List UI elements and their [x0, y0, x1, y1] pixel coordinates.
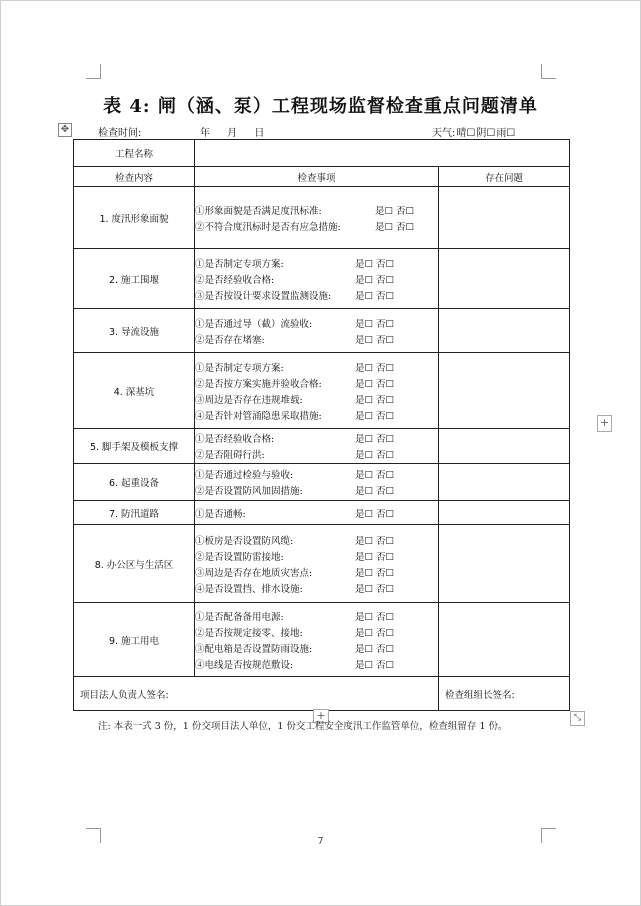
check-item-text: ①是否经验收合格:: [195, 434, 275, 445]
yes-no-checkbox[interactable]: 是☐ 否☐: [355, 450, 395, 461]
weather-label: 天气:: [432, 128, 456, 139]
check-items-cell: [195, 353, 439, 429]
check-item: [195, 255, 438, 271]
add-column-icon[interactable]: +: [597, 415, 612, 432]
table-row: [74, 464, 570, 501]
project-name-cell[interactable]: [195, 140, 570, 167]
check-items-cell: [195, 187, 439, 249]
issues-cell[interactable]: [439, 464, 570, 501]
check-item-text: ①是否通过导（截）流验收:: [195, 318, 313, 330]
table-row: [74, 603, 570, 677]
header-content: 检查内容: [74, 167, 195, 187]
add-row-icon[interactable]: +: [313, 709, 329, 723]
signature-inspection-leader[interactable]: 检查组组长签名:: [439, 677, 570, 711]
signature-project-owner[interactable]: 项目法人负责人签名:: [74, 677, 439, 711]
yes-no-checkbox[interactable]: 是☐ 否☐: [355, 551, 395, 563]
page-number: 7: [317, 836, 324, 847]
check-item: [195, 315, 438, 331]
check-items-cell: [195, 309, 439, 353]
check-item-text: ②是否按方案实施并验收合格:: [195, 378, 322, 390]
check-item-text: ②是否按规定接零、接地:: [195, 627, 303, 639]
check-content-cell: 4. 深基坑: [74, 353, 195, 429]
check-item-text: ①是否通过检验与验收:: [195, 470, 294, 481]
check-item: [195, 624, 438, 640]
check-item-text: ①是否配备备用电源:: [195, 611, 284, 623]
table-row: [74, 429, 570, 464]
yes-no-checkbox[interactable]: 是☐ 否☐: [355, 434, 395, 445]
yes-no-checkbox[interactable]: 是☐ 否☐: [375, 221, 415, 233]
yes-no-checkbox[interactable]: 是☐ 否☐: [355, 378, 395, 390]
check-item: [195, 287, 438, 303]
check-items-cell: [195, 249, 439, 309]
check-item-text: ④是否针对管涌隐患采取措施:: [195, 410, 322, 422]
yes-no-checkbox[interactable]: 是☐ 否☐: [355, 535, 395, 547]
issues-cell[interactable]: [439, 249, 570, 309]
check-item: [195, 608, 438, 624]
check-items-cell: [195, 525, 439, 603]
check-item: [195, 564, 438, 580]
weather-option-sunny[interactable]: 晴☐: [456, 128, 476, 139]
yes-no-checkbox[interactable]: 是☐ 否☐: [355, 567, 395, 579]
check-items-cell: [195, 429, 439, 464]
table-row: [74, 353, 570, 429]
check-content-cell: 1. 度汛形象面貌: [74, 187, 195, 249]
check-item: [195, 505, 438, 521]
check-item-text: ②是否设置防风加固措施:: [195, 486, 303, 497]
check-item: [195, 548, 438, 564]
yes-no-checkbox[interactable]: 是☐ 否☐: [355, 643, 395, 655]
inspection-date-fields: 年 月 日: [200, 128, 265, 139]
check-items-cell: [195, 501, 439, 525]
check-item: [195, 271, 438, 287]
check-item: [195, 532, 438, 548]
yes-no-checkbox[interactable]: 是☐ 否☐: [375, 205, 415, 217]
check-content-cell: 9. 施工用电: [74, 603, 195, 677]
check-item-text: ③配电箱是否设置防雨设施:: [195, 643, 313, 655]
table-resize-icon[interactable]: ⤡: [570, 711, 585, 726]
table-row: [74, 249, 570, 309]
check-items-cell: [195, 603, 439, 677]
yes-no-checkbox[interactable]: 是☐ 否☐: [355, 318, 395, 330]
document-title: 表 4: 闸（涵、泵）工程现场监督检查重点问题清单: [103, 96, 538, 117]
inspection-table: [73, 139, 570, 711]
check-item: [195, 218, 438, 234]
check-item: [195, 580, 438, 596]
check-item-text: ②不符合度汛标时是否有应急措施:: [195, 221, 341, 233]
check-item: [195, 446, 438, 462]
issues-cell[interactable]: [439, 501, 570, 525]
check-content-cell: 8. 办公区与生活区: [74, 525, 195, 603]
issues-cell[interactable]: [439, 353, 570, 429]
check-item-text: ②是否阻碍行洪:: [195, 450, 265, 461]
check-item: [195, 391, 438, 407]
check-item-text: ②是否存在堵塞:: [195, 334, 265, 346]
check-items-cell: [195, 464, 439, 501]
yes-no-checkbox[interactable]: 是☐ 否☐: [355, 611, 395, 623]
check-item-text: ③是否按设计要求设置监测设施:: [195, 290, 332, 302]
yes-no-checkbox[interactable]: 是☐ 否☐: [355, 508, 395, 520]
check-item-text: ④电线是否按规范敷设:: [195, 659, 294, 671]
check-item: [195, 466, 438, 482]
issues-cell[interactable]: [439, 525, 570, 603]
yes-no-checkbox[interactable]: 是☐ 否☐: [355, 334, 395, 346]
issues-cell[interactable]: [439, 603, 570, 677]
check-item: [195, 359, 438, 375]
table-row: [74, 501, 570, 525]
yes-no-checkbox[interactable]: 是☐ 否☐: [355, 274, 395, 286]
header-issues: 存在问题: [439, 167, 570, 187]
header-items: 检查事项: [195, 167, 439, 187]
yes-no-checkbox[interactable]: 是☐ 否☐: [355, 486, 395, 497]
yes-no-checkbox[interactable]: 是☐ 否☐: [355, 583, 395, 595]
check-content-cell: 7. 防汛道路: [74, 501, 195, 525]
weather-field: [432, 124, 515, 139]
footnote: 注: 本表一式 3 份，1 份交项目法人单位，1 份交工程安全度汛工作监管单位，检查组留存 1 份。: [98, 721, 508, 732]
crop-mark-top-left: [86, 64, 101, 79]
check-item: [195, 656, 438, 672]
check-content-cell: 6. 起重设备: [74, 464, 195, 501]
check-item: [195, 430, 438, 446]
check-item: [195, 407, 438, 423]
check-item: [195, 375, 438, 391]
table-row: [74, 187, 570, 249]
weather-option-rainy[interactable]: 雨☐: [496, 128, 516, 139]
check-item: [195, 202, 438, 218]
weather-option-cloudy[interactable]: 阴☐: [476, 128, 496, 139]
check-item: [195, 640, 438, 656]
yes-no-checkbox[interactable]: 是☐ 否☐: [355, 659, 395, 671]
check-item: [195, 482, 438, 498]
issues-cell[interactable]: [439, 429, 570, 464]
check-content-cell: 5. 脚手架及模板支撑: [74, 429, 195, 464]
issues-cell[interactable]: [439, 309, 570, 353]
table-row: [74, 525, 570, 603]
crop-mark-top-right: [541, 64, 556, 79]
check-item-text: ②是否设置防雷接地:: [195, 551, 284, 563]
check-item: [195, 331, 438, 347]
yes-no-checkbox[interactable]: 是☐ 否☐: [355, 627, 395, 639]
check-item-text: ①是否制定专项方案:: [195, 362, 284, 374]
check-content-cell: 2. 施工围堰: [74, 249, 195, 309]
check-item-text: ③周边是否存在违规堆载:: [195, 394, 303, 406]
yes-no-checkbox[interactable]: 是☐ 否☐: [355, 362, 395, 374]
check-item-text: ①板房是否设置防风缆:: [195, 535, 294, 547]
table-move-handle-icon[interactable]: ✥: [58, 123, 72, 137]
table-row: [74, 309, 570, 353]
check-item-text: ③周边是否存在地质灾害点:: [195, 567, 313, 579]
check-content-cell: 3. 导流设施: [74, 309, 195, 353]
inspection-date-label: 检查时间:: [98, 128, 142, 139]
check-item-text: ①是否制定专项方案:: [195, 258, 284, 270]
yes-no-checkbox[interactable]: 是☐ 否☐: [355, 470, 395, 481]
yes-no-checkbox[interactable]: 是☐ 否☐: [355, 290, 395, 302]
project-name-label: 工程名称: [74, 140, 195, 167]
yes-no-checkbox[interactable]: 是☐ 否☐: [355, 258, 395, 270]
yes-no-checkbox[interactable]: 是☐ 否☐: [355, 410, 395, 422]
check-item-text: ②是否经验收合格:: [195, 274, 275, 286]
issues-cell[interactable]: [439, 187, 570, 249]
check-item-text: ①形象面貌是否满足度汛标准:: [195, 205, 322, 217]
check-item-text: ④是否设置挡、排水设施:: [195, 583, 303, 595]
check-item-text: ①是否通畅:: [195, 508, 246, 520]
yes-no-checkbox[interactable]: 是☐ 否☐: [355, 394, 395, 406]
